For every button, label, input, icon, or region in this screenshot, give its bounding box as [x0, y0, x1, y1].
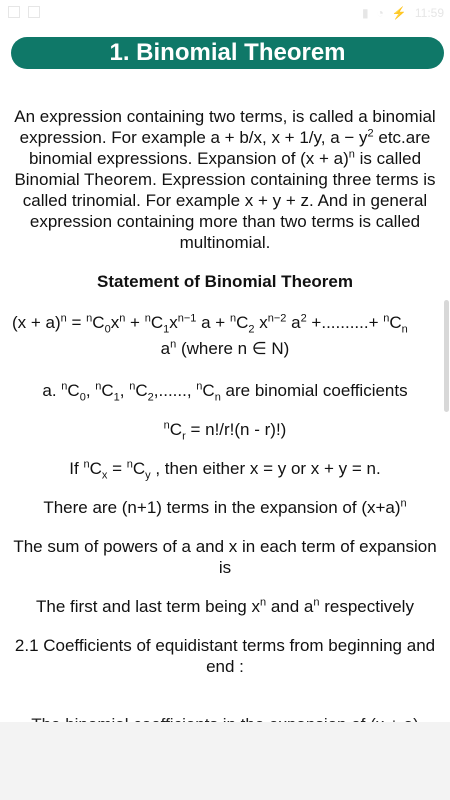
first-last-term: The first and last term being $x^n$ and $a^n$ respectively — [36, 596, 414, 616]
clock: 11:59 — [414, 6, 444, 20]
statement-heading: Statement of Binomial Theorem — [97, 272, 353, 291]
ncr-formula: $^nC_r = n!/r!(n - r)$!) — [163, 419, 287, 443]
article-content[interactable] — [0, 106, 450, 714]
page-title: 1. Binomial Theorem — [11, 37, 444, 69]
image-icon — [8, 6, 20, 18]
battery-charging-icon: ⚡ — [391, 6, 407, 20]
intro-paragraph: An expression containing two terms, is called a binomial expression. For example a + b/x, x + 1/y, $a - y^2$ etc.are binomial expressions. Expansion of $(x + a)^n$ is called Binomial Theorem. Expression containing three terms is called trinomial. For example x + y + z. And in general expression containing more than two terms is called multinomial. — [14, 107, 436, 252]
section-2-1-heading: 2.1 Coefficients of equidistant terms from beginning and end : — [14, 636, 436, 676]
screenshot-icon — [28, 6, 40, 18]
status-bar — [0, 0, 450, 26]
signal-icon: ▮ — [362, 6, 369, 20]
binomial-formula: $(x + a)^n = ^nC_0x^n + ^nC_1x^{n-1}$ $a + ^nC_2$ $x^{n-2}$ $a^2$ +..........+ $^nC_n$ $a^n$ (where n ∈ N) — [12, 312, 408, 358]
equality-condition: If $^nC_x = ^nC_y$ , then either x = y or x + y = n. — [69, 458, 381, 482]
wifi-icon: ◔ — [376, 6, 384, 20]
bottom-panel — [0, 722, 450, 800]
number-of-terms: There are (n+1) terms in the expansion of $(x+a)^n$ — [43, 497, 407, 517]
sum-of-powers: The sum of powers of a and x in each term of expansion is — [13, 537, 437, 577]
coefficients-line: a. $^nC_0$, $^nC_1$, $^nC_2$,......, $^nC_n$ are binomial coefficients — [42, 380, 408, 404]
scrollbar-thumb[interactable] — [444, 300, 449, 412]
